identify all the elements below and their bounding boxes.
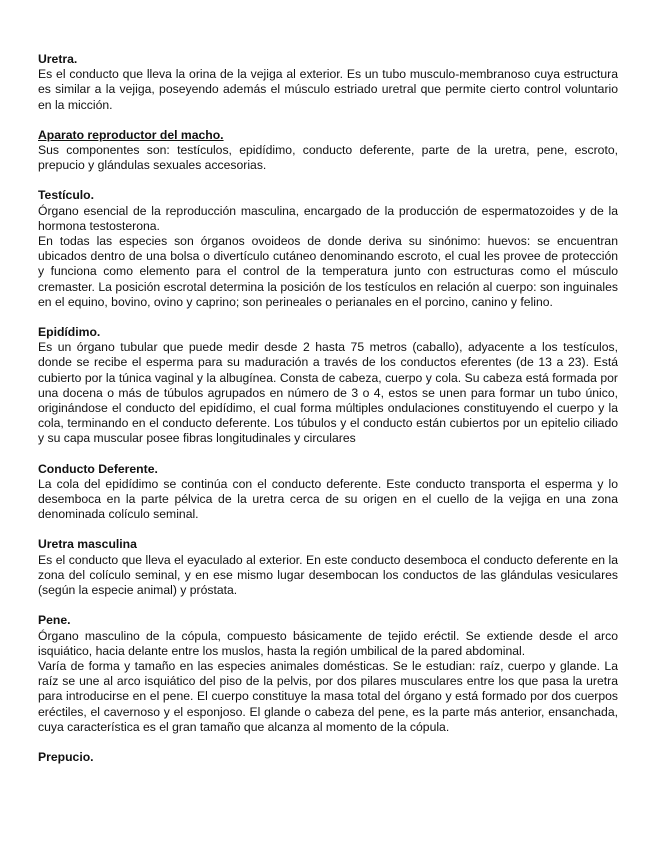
paragraph: Es el conducto que lleva la orina de la vejiga al exterior. Es un tubo musculo-membranoso cuya estructura es similar a la vejiga, poseyendo además el músculo estriado uretral que permite cierto control voluntario en la micción. bbox=[38, 67, 618, 112]
paragraph: Varía de forma y tamaño en las especies animales domésticas. Se le estudian: raíz, cuerpo y glande. La raíz se une al arco isquiático del piso de la pelvis, por dos pilares musculares entre los que pasa la uretra para introducirse en el pene. El cuerpo constituye la masa total del órgano y está formado por dos cuerpos eréctiles, el cavernoso y el esponjoso. El glande o cabeza del pene, es la parte más anterior, ensanchada, cuya característica es el gran tamaño que alcanza al momento de la cópula. bbox=[38, 658, 618, 734]
section-testiculo bbox=[38, 188, 618, 310]
paragraph: Es el conducto que lleva el eyaculado al exterior. En este conducto desemboca el conducto deferente en la zona del colículo seminal, y en ese mismo lugar desembocan los conductos de las glándulas vesiculares (según la especie animal) y próstata. bbox=[38, 552, 618, 598]
section-aparato-reproductor bbox=[38, 128, 618, 174]
section-heading: Epidídimo. bbox=[38, 325, 101, 340]
section-heading: Aparato reproductor del macho. bbox=[38, 127, 224, 142]
section-prepucio bbox=[38, 750, 618, 765]
section-uretra-masculina bbox=[38, 537, 618, 598]
paragraph: Es un órgano tubular que puede medir desde 2 hasta 75 metros (caballo), adyacente a los testículos, donde se recibe el esperma para su maduración a través de los conductos eferentes (de 13 a 23). Está cubierto por la túnica vaginal y la albugínea. Consta de cabeza, cuerpo y cola. Su cabeza está formada por una docena o más de túbulos agrupados en número de 3 o 4, estos se unen para formar un tubo único, originándose el conducto del epidídimo, el cual forma múltiples ondulaciones constituyendo el cuerpo y la cola, terminando en el conducto deferente. Los túbulos y el conducto están cubiertos por un epitelio ciliado y su capa muscular posee fibras longitudinales y circulares bbox=[38, 340, 618, 446]
paragraph: Órgano masculino de la cópula, compuesto básicamente de tejido eréctil. Se extiende desde el arco isquiático, hacia delante entre los muslos, hasta la región umbilical de la pared abdominal. bbox=[38, 628, 618, 658]
paragraph: Órgano esencial de la reproducción masculina, encargado de la producción de espermatozoides y de la hormona testosterona. bbox=[38, 203, 618, 233]
section-heading: Uretra masculina bbox=[38, 537, 137, 552]
section-heading: Uretra. bbox=[38, 52, 78, 66]
section-epididimo bbox=[38, 325, 618, 447]
section-heading: Conducto Deferente. bbox=[38, 461, 158, 476]
section-pene bbox=[38, 613, 618, 735]
document-page bbox=[38, 52, 618, 780]
section-heading: Pene. bbox=[38, 613, 71, 628]
paragraph: En todas las especies son órganos ovoideos de donde deriva su sinónimo: huevos: se encuentran ubicados dentro de una bolsa o divertículo cutáneo denominando escroto, el cual les provee de protección y funciona como elemento para el control de la temperatura junto con estructuras como el músculo cremaster. La posición escrotal determina la posición de los testículos en relación al cuerpo: son inguinales en el equino, bovino, ovino y caprino; son perineales o perianales en el porcino, canino y felino. bbox=[38, 234, 618, 309]
section-conducto-deferente bbox=[38, 462, 618, 523]
section-heading: Prepucio. bbox=[38, 749, 94, 764]
section-heading: Testículo. bbox=[38, 188, 94, 203]
paragraph: Sus componentes son: testículos, epidídimo, conducto deferente, parte de la uretra, pene, escroto, prepucio y glándulas sexuales accesorias. bbox=[38, 143, 618, 173]
section-uretra bbox=[38, 52, 618, 113]
paragraph: La cola del epidídimo se continúa con el conducto deferente. Este conducto transporta el esperma y lo desemboca en la parte pélvica de la uretra cerca de su origen en el cuello de la vejiga en una zona denominada colículo seminal. bbox=[38, 476, 618, 522]
